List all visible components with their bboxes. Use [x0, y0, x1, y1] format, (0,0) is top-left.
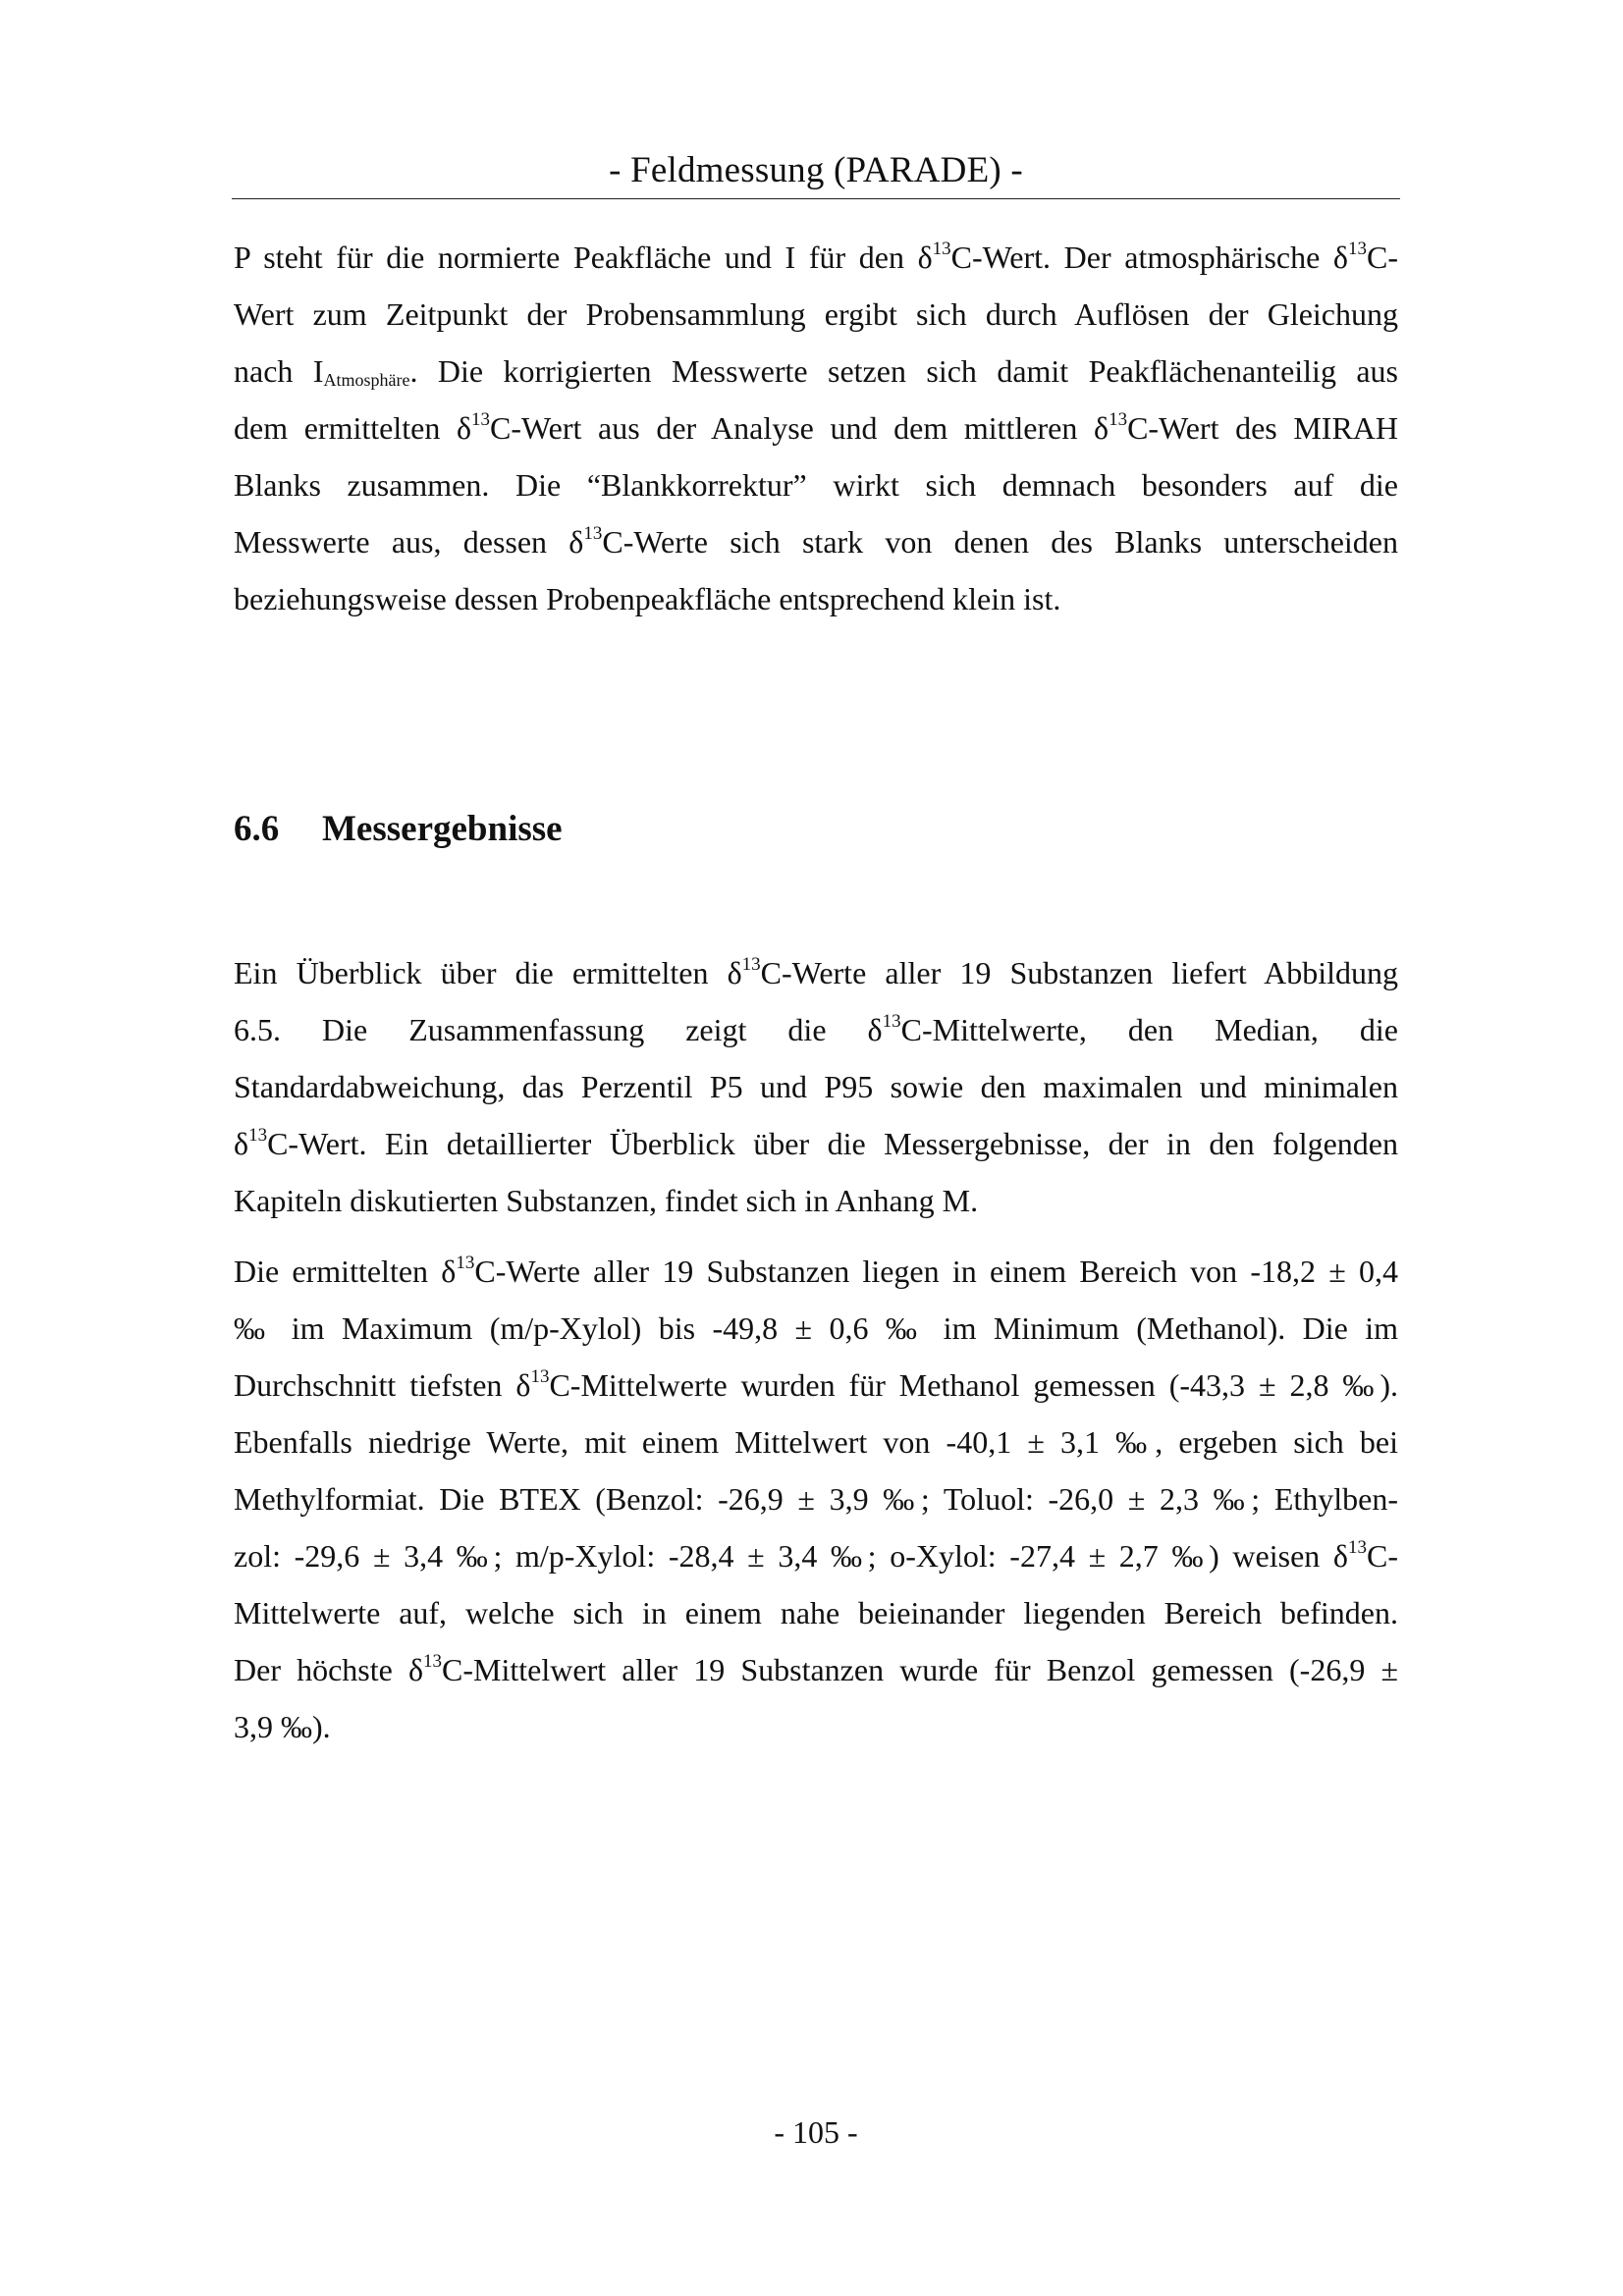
text-line: Blanks zusammen. Die “Blankkorrektur” wirkt sich demnach besonders auf die [234, 467, 1398, 503]
text-line: nach $I_{Atmosphäre}$. Die korrigierten Messwerte setzen sich damit Peakflächenanteilig aus [234, 353, 1399, 390]
paragraph-results [234, 1243, 1398, 1755]
text-line: Ein Überblick über die ermittelten $\delta^{13}C$-Werte aller 19 Substanzen liefert Abbildung [234, 954, 1399, 990]
section-number: 6.6 [234, 809, 280, 849]
text-line: P steht für die normierte Peakfläche und I für den $\delta^{13}C$-Wert. Der atmosphärische $\delta^{13}C-$ [234, 239, 1399, 275]
text-line: Standardabweichung, das Perzentil P5 und P95 sowie den maximalen und minimalen [234, 1069, 1398, 1104]
text-line: Kapiteln diskutierten Substanzen, findet sich in Anhang M. [234, 1183, 979, 1218]
text-line: Messwerte aus, dessen $\delta^{13}C$-Werte sich stark von denen des Blanks unterscheiden [234, 523, 1399, 560]
text-line: Methylformiat. Die BTEX (Benzol: -26,9 ± 3,9 ‰; Toluol: -26,0 ± 2,3 ‰; Ethylben- [234, 1481, 1398, 1517]
text-line: beziehungsweise dessen Probenpeakfläche entsprechend klein ist. [234, 581, 1061, 616]
header-rule [232, 198, 1400, 199]
text-line: Die ermittelten $\delta^{13}C$-Werte aller 19 Substanzen liegen in einem Bereich von -18,2 ± 0,4 [234, 1253, 1399, 1289]
running-header: - Feldmessung (PARADE) - [609, 150, 1023, 190]
text-line: dem ermittelten $\delta^{13}C$-Wert aus der Analyse und dem mittleren $\delta^{13}C$-Wert des MIRAH [234, 409, 1399, 446]
section-title: Messergebnisse [322, 809, 563, 849]
text-line: Mittelwerte auf, welche sich in einem nahe beieinander liegenden Bereich befinden. [234, 1595, 1398, 1630]
text-line: zol: -29,6 ± 3,4 ‰; m/p-Xylol: -28,4 ± 3,4 ‰; o-Xylol: -27,4 ± 2,7 ‰) weisen $\delta^{13}C-$ [234, 1537, 1398, 1574]
paragraph-blank-correction [234, 229, 1398, 627]
text-line: $\delta^{13}C$-Wert. Ein detaillierter Überblick über die Messergebnisse, der in den folgenden [234, 1125, 1398, 1161]
page-number: - 105 - [774, 2114, 858, 2150]
text-line: Durchschnitt tiefsten $\delta^{13}C$-Mittelwerte wurden für Methanol gemessen (-43,3 ± 2,8 ‰). [234, 1366, 1399, 1403]
text-line: Ebenfalls niedrige Werte, mit einem Mittelwert von -40,1 ± 3,1 ‰, ergeben sich bei [234, 1424, 1398, 1460]
text-line: Der höchste $\delta^{13}C$-Mittelwert aller 19 Substanzen wurde für Benzol gemessen (-26,9 ± [234, 1651, 1399, 1687]
section-heading [234, 806, 563, 853]
text-line: 3,9 ‰). [234, 1709, 331, 1744]
text-line: Wert zum Zeitpunkt der Probensammlung ergibt sich durch Auflösen der Gleichung [234, 296, 1398, 332]
text-line: ‰ im Maximum (m/p-Xylol) bis -49,8 ± 0,6 ‰ im Minimum (Methanol). Die im [234, 1310, 1398, 1346]
paragraph-overview [234, 944, 1398, 1229]
text-line: 6.5. Die Zusammenfassung zeigt die $\delta^{13}C$-Mittelwerte, den Median, die [234, 1011, 1399, 1047]
